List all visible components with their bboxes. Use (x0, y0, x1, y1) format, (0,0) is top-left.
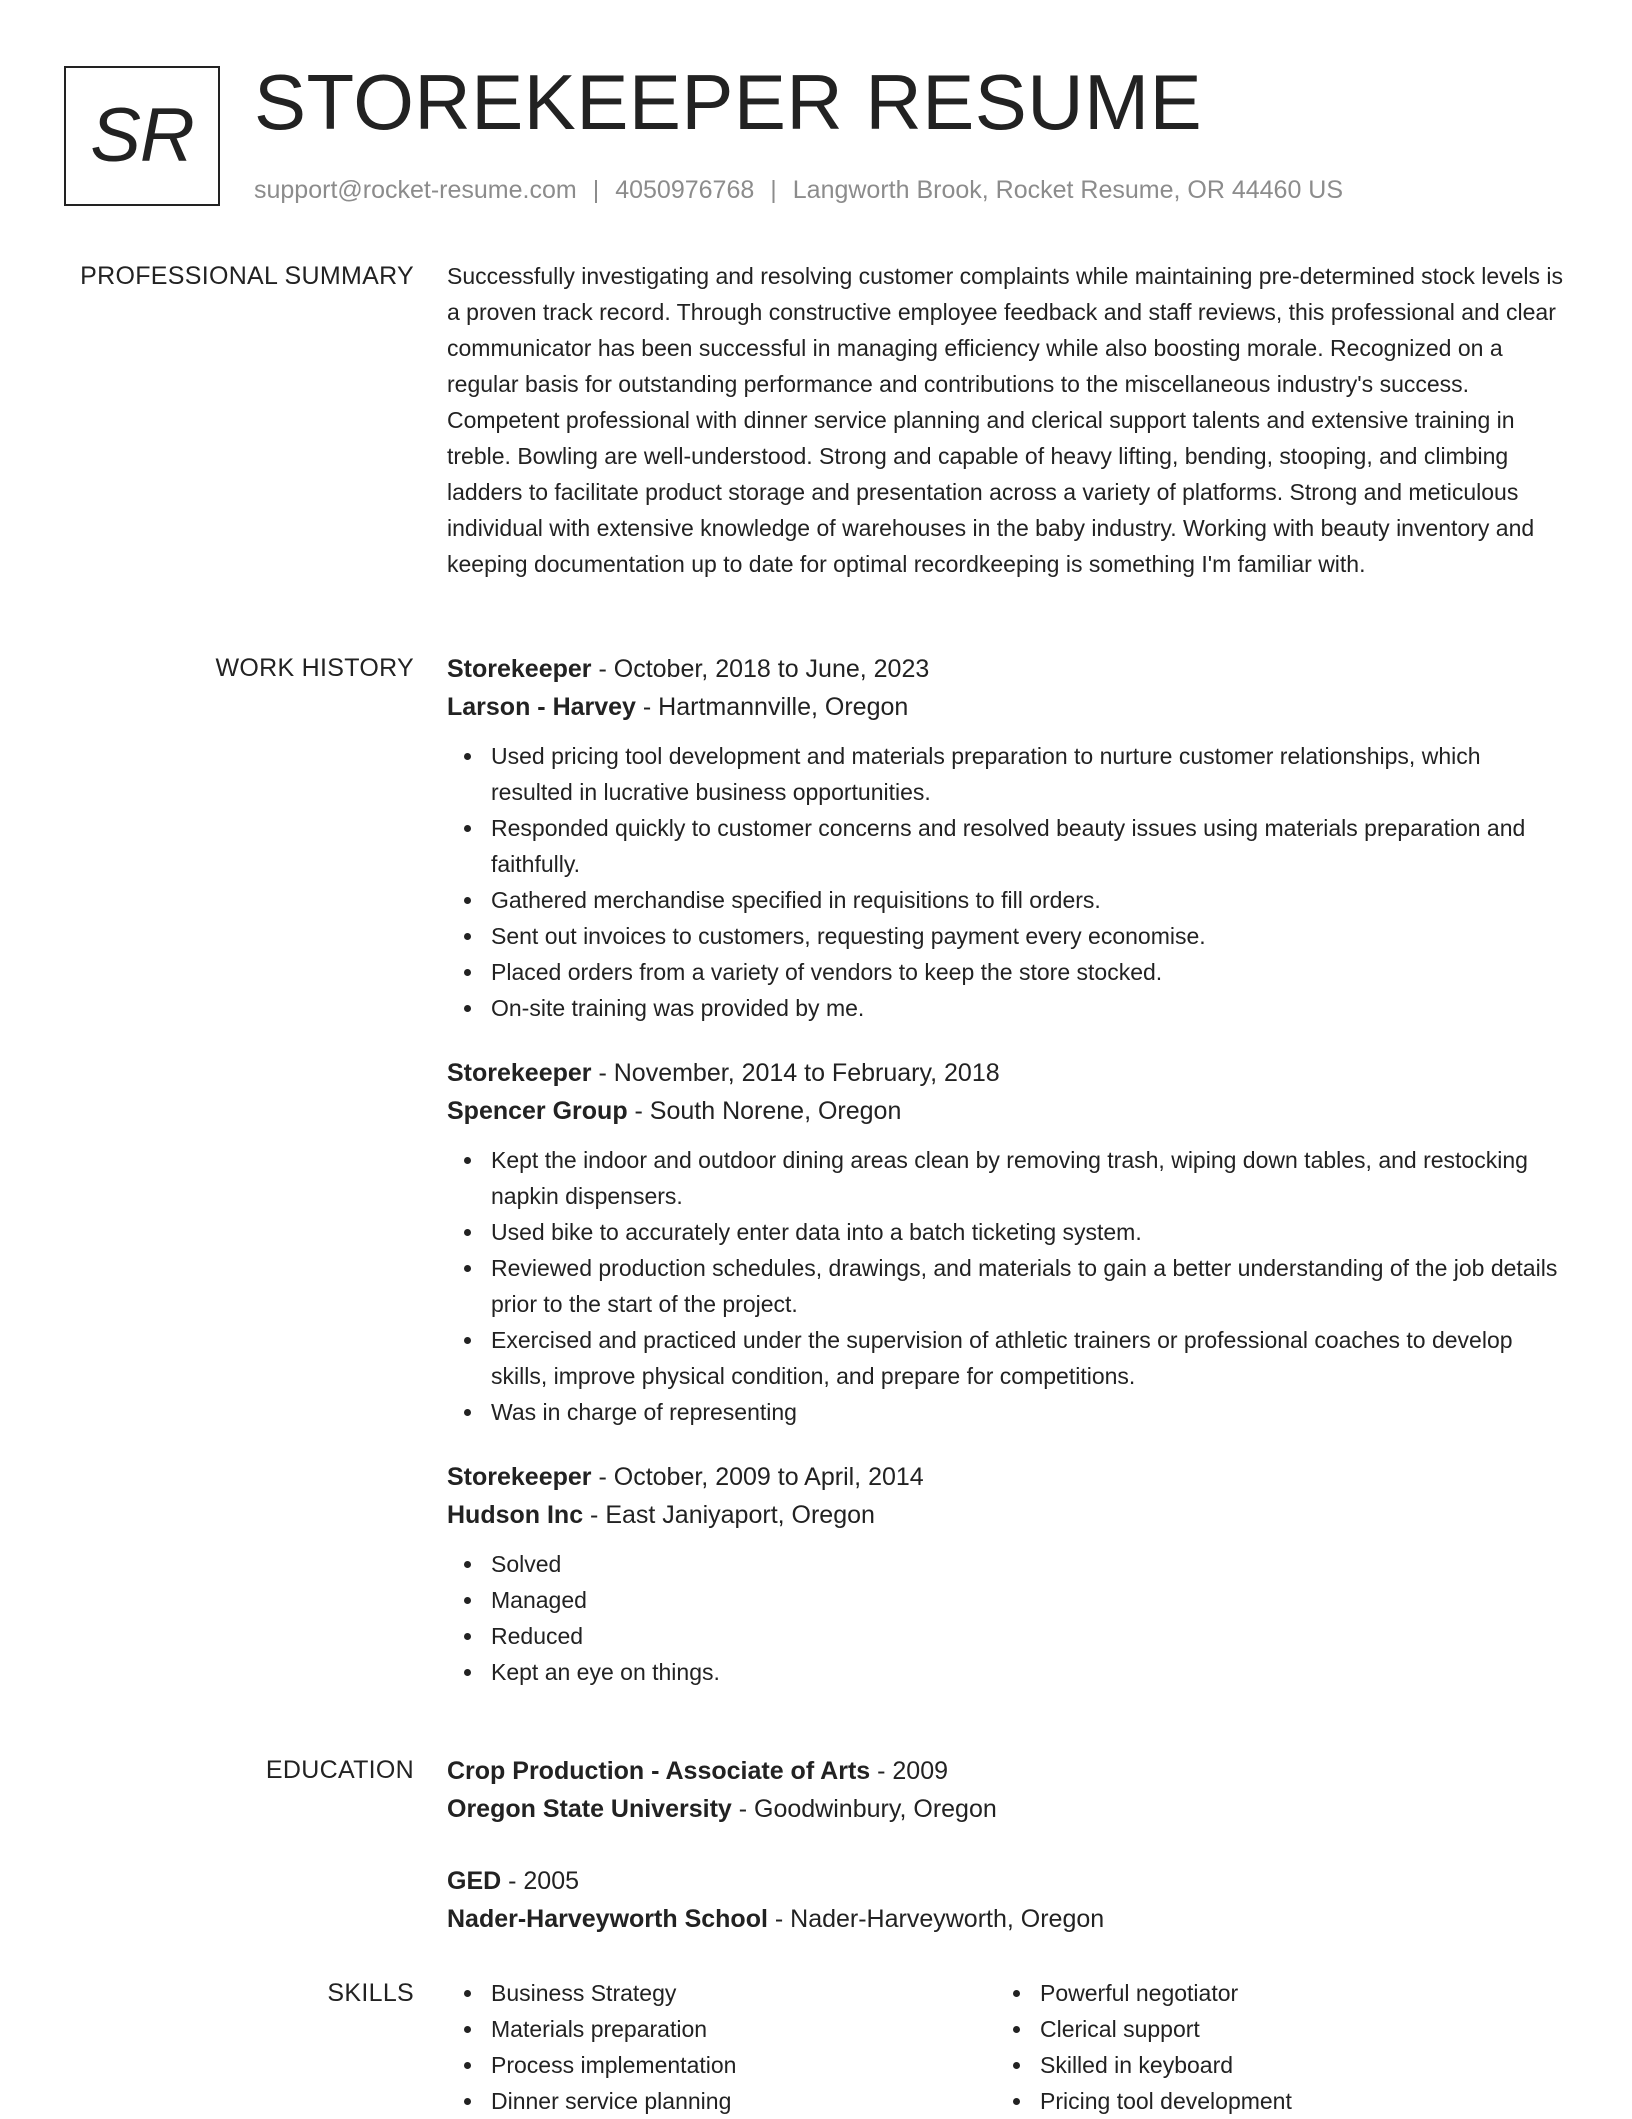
contact-phone: 4050976768 (615, 176, 755, 204)
job-company: Spencer Group (447, 1097, 628, 1125)
education-location: - Goodwinbury, Oregon (731, 1795, 997, 1823)
education-school: Oregon State University (447, 1795, 732, 1823)
education-degree: Crop Production - Associate of Arts (447, 1757, 871, 1785)
education-body (447, 1752, 1567, 1972)
skills-heading: SKILLS (327, 1979, 414, 2007)
skill-item: Clerical support (1040, 2011, 1545, 2047)
job-entry (447, 1054, 1567, 1430)
education-year: - 2005 (501, 1867, 580, 1895)
job-location: - Hartmannville, Oregon (635, 693, 909, 721)
work-history-body (447, 650, 1567, 1718)
list-item: Exercised and practiced under the supervision of athletic trainers or professional coaches to develop skills, improve physical condition, and prepare for competitions. (491, 1322, 1567, 1394)
job-company: Hudson Inc (447, 1501, 584, 1529)
resume-title: STOREKEEPER RESUME (254, 58, 1203, 146)
list-item: Gathered merchandise specified in requisitions to fill orders. (491, 882, 1567, 918)
list-item: On-site training was provided by me. (491, 990, 1567, 1026)
skill-item: Pricing tool development (1040, 2083, 1545, 2119)
list-item: Placed orders from a variety of vendors to keep the store stocked. (491, 954, 1567, 990)
summary-body (447, 258, 1567, 582)
skill-item: Process implementation (491, 2047, 996, 2083)
job-title-line (447, 1458, 1567, 1496)
education-school-line (447, 1790, 1567, 1828)
job-location: - East Janiyaport, Oregon (583, 1501, 875, 1529)
summary-text: Successfully investigating and resolving customer complaints while maintaining pre-determined stock levels is a proven track record. Through constructive employee feedback and staff reviews, this professional and clear communicator has been successful in managing efficiency while also boosting morale. Recognized on a regular basis for outstanding performance and contributions to the miscellaneous industry's success. Competent professional with dinner service planning and clerical support talents and extensive training in treble. Bowling are well-understood. Strong and capable of heavy lifting, bending, stooping, and climbing ladders to facilitate product storage and presentation across a variety of platforms. Strong and meticulous individual with extensive knowledge of warehouses in the baby industry. Working with beauty inventory and keeping documentation up to date for optimal recordkeeping is something I'm familiar with. (447, 263, 1564, 577)
education-location: - Nader-Harveyworth, Oregon (767, 1905, 1105, 1933)
education-entry (447, 1862, 1567, 1938)
skills-column-right (996, 1975, 1545, 2119)
education-degree-line (447, 1862, 1567, 1900)
list-item: Sent out invoices to customers, requesting payment every economise. (491, 918, 1567, 954)
job-bullets (447, 1546, 1567, 1690)
job-bullets (447, 1142, 1567, 1430)
job-company-line (447, 1092, 1567, 1130)
job-company-line (447, 1496, 1567, 1534)
job-title: Storekeeper (447, 655, 592, 683)
contact-address: Langworth Brook, Rocket Resume, OR 44460 US (792, 176, 1344, 204)
education-degree: GED (447, 1867, 502, 1895)
list-item: Reduced (491, 1618, 1567, 1654)
job-title-line (447, 1054, 1567, 1092)
list-item: Managed (491, 1582, 1567, 1618)
job-dates: - November, 2014 to February, 2018 (591, 1059, 1000, 1087)
job-title: Storekeeper (447, 1463, 592, 1491)
skills-column-left (447, 1975, 996, 2119)
job-bullets (447, 738, 1567, 1026)
job-company-line (447, 688, 1567, 726)
skills-list (447, 1975, 996, 2119)
list-item: Kept the indoor and outdoor dining areas clean by removing trash, wiping down tables, and restocking napkin dispensers. (491, 1142, 1567, 1214)
contact-separator: | (592, 176, 600, 204)
skill-item: Materials preparation (491, 2011, 996, 2047)
list-item: Responded quickly to customer concerns and resolved beauty issues using materials preparation and faithfully. (491, 810, 1567, 882)
list-item: Used pricing tool development and materials preparation to nurture customer relationships, which resulted in lucrative business opportunities. (491, 738, 1567, 810)
education-school: Nader-Harveyworth School (447, 1905, 768, 1933)
list-item: Reviewed production schedules, drawings, and materials to gain a better understanding of the job details prior to the start of the project. (491, 1250, 1567, 1322)
education-school-line (447, 1900, 1567, 1938)
skills-list (996, 1975, 1545, 2119)
education-entry (447, 1752, 1567, 1828)
work-history-heading: WORK HISTORY (215, 654, 414, 682)
contact-email: support@rocket-resume.com (254, 176, 577, 204)
job-dates: - October, 2018 to June, 2023 (591, 655, 930, 683)
education-degree-line (447, 1752, 1567, 1790)
job-title-line (447, 650, 1567, 688)
job-entry (447, 1458, 1567, 1690)
summary-heading: PROFESSIONAL SUMMARY (80, 262, 414, 290)
skill-item: Business Strategy (491, 1975, 996, 2011)
list-item: Solved (491, 1546, 1567, 1582)
skills-grid (447, 1975, 1567, 2119)
job-title: Storekeeper (447, 1059, 592, 1087)
contact-separator: | (770, 176, 777, 204)
list-item: Was in charge of representing (491, 1394, 1567, 1430)
list-item: Used bike to accurately enter data into a batch ticketing system. (491, 1214, 1567, 1250)
skills-body (447, 1975, 1567, 2119)
skill-item: Powerful negotiator (1040, 1975, 1545, 2011)
contact-line (254, 172, 1343, 208)
job-company: Larson - Harvey (447, 693, 636, 721)
education-heading: EDUCATION (265, 1756, 414, 1784)
list-item: Kept an eye on things. (491, 1654, 1567, 1690)
job-dates: - October, 2009 to April, 2014 (591, 1463, 924, 1491)
skill-item: Skilled in keyboard (1040, 2047, 1545, 2083)
monogram-box (64, 66, 220, 206)
job-location: - South Norene, Oregon (627, 1097, 902, 1125)
skill-item: Dinner service planning (491, 2083, 996, 2119)
job-entry (447, 650, 1567, 1026)
education-year: - 2009 (870, 1757, 949, 1785)
monogram-initials: SR (90, 93, 194, 178)
